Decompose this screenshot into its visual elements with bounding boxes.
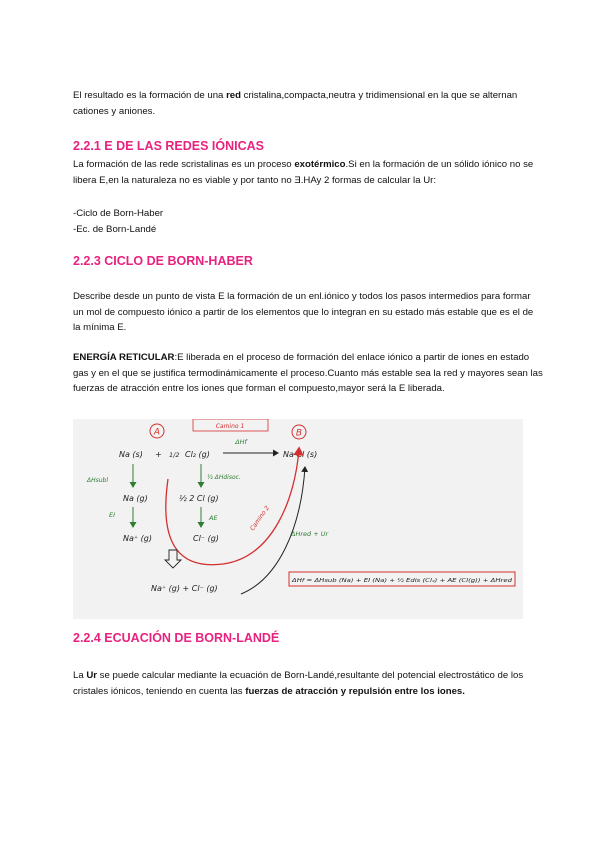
- intro-paragraph: [73, 88, 543, 119]
- half-delta-h-dis-label: ½ ΔHdisoc.: [207, 474, 241, 481]
- born-lande-text-b: se puede calcular mediante la ecuación de Born-Landé,resultante del potencial electrostático de los cristales iónicos, teniendo en cuenta las: [73, 670, 524, 697]
- product-nacl: Na Cl (s): [283, 450, 318, 459]
- paragraph-ciclo-born-haber: Describe desde un punto de vista E la formación de un enl.iónico y todos los pasos intermedios para formar un mol de compuesto iónico a partir de los elementos que lo integran en su estado más estable que es el de la mínima E.: [73, 291, 534, 333]
- heading-ciclo-born-haber: 2.2.3 CICLO DE BORN-HABER: [73, 254, 253, 268]
- na-gas: Na (g): [123, 494, 148, 503]
- paragraph-redes-ionicas: [73, 157, 543, 188]
- intro-bold-red: red: [226, 90, 241, 101]
- delta-h-red-ur-label: ΔHred + Ur: [291, 530, 329, 538]
- intro-text-b: cristalina,compacta,neutra y tridimensional en la que se alternan cationes y aniones.: [73, 90, 518, 117]
- delta-h-sub-label: ΔHsubl: [87, 477, 109, 484]
- cl-atom-gas: ½ 2 Cl (g): [179, 494, 219, 503]
- energia-reticular-text: :E liberada en el proceso de formación del enlace iónico a partir de iones en estado gas y en el que se justifica termodinámicamente el proceso.Cuanto más estable sea la red y mayores sean las fuerzas de atracción entre los iones que forman el compuesto,mayor será la E liberada.: [73, 352, 543, 394]
- heading-redes-ionicas: 2.2.1 E DE LAS REDES IÓNICAS: [73, 139, 265, 153]
- paragraph-born-lande: [73, 668, 543, 699]
- camino-2-path: [166, 449, 299, 565]
- energia-reticular-bold: ENERGÍA RETICULAR: [73, 352, 175, 363]
- list-item-born-lande: -Ec. de Born-Landé: [73, 224, 157, 235]
- redes-bold-exotermico: exotérmico: [294, 159, 346, 170]
- born-lande-text-a: La: [73, 670, 87, 681]
- paragraph-energia-reticular: [73, 350, 543, 397]
- na-ion-gas: Na⁺ (g): [123, 534, 152, 543]
- born-haber-diagram: [73, 419, 523, 619]
- hess-equation: ΔHf = ΔHsub (Na) + EI (Na) + ½ Edis (Cl₂) + AE (Cl(g)) + ΔHred: [292, 579, 446, 584]
- half-coefficient: 1/2: [169, 451, 180, 459]
- delta-hf-label: ΔHf: [235, 438, 247, 446]
- ions-gas: Na⁺ (g) + Cl⁻ (g): [151, 584, 218, 593]
- redes-text-b: .Si en la formación de un sólido iónico no se libera E,en la naturaleza no es viable y por tanto no Ǝ.HAy 2 formas de calcular la Ur:: [73, 159, 534, 186]
- heading-born-lande: 2.2.4 ECUACIÓN DE BORN-LANDÉ: [73, 631, 280, 645]
- plus-sign: +: [155, 450, 162, 459]
- born-lande-bold-fuerzas: fuerzas de atracción y repulsión entre los iones.: [245, 685, 465, 697]
- intro-text-a: El resultado es la formación de una: [73, 90, 227, 101]
- label-a: A: [153, 427, 161, 438]
- ei-label: EI: [109, 511, 116, 519]
- list-item-born-haber: -Ciclo de Born-Haber: [73, 208, 164, 219]
- redes-text-a: La formación de las rede scristalinas es un proceso: [73, 159, 295, 170]
- ae-label: AE: [209, 514, 218, 522]
- reactant-na: Na (s): [119, 450, 143, 459]
- reactant-cl2: Cl₂ (g): [185, 450, 210, 459]
- born-lande-bold-ur: Ur: [86, 670, 98, 681]
- camino-1-label: Camino 1: [215, 423, 245, 430]
- camino-2-label: Camino 2: [248, 504, 272, 533]
- cl-ion-gas: Cl⁻ (g): [193, 534, 219, 543]
- label-b: B: [295, 428, 303, 439]
